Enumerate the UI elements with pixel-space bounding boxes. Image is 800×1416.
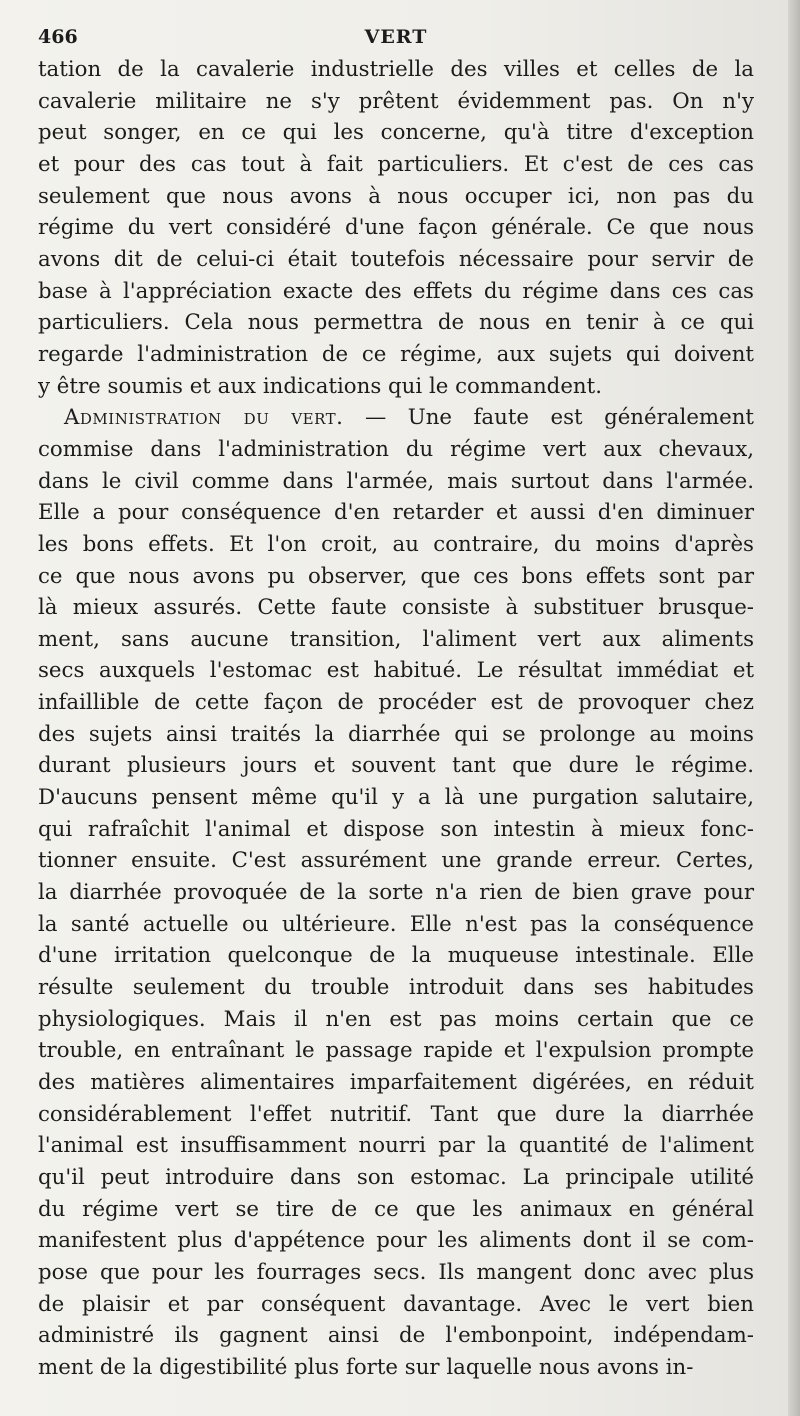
text-line: avons dit de celui-ci était toutefois nécessaire pour servir de bbox=[38, 246, 754, 272]
text-line: ment de la digestibilité plus forte sur laquelle nous avons in- bbox=[38, 1354, 694, 1380]
text-line: cavalerie militaire ne s'y prêtent évidemment pas. On n'y bbox=[38, 88, 754, 114]
text-line: du régime vert se tire de ce que les animaux en général bbox=[38, 1196, 754, 1222]
text-line: considérablement l'effet nutritif. Tant que dure la diarrhée bbox=[38, 1101, 754, 1127]
text-line: là mieux assurés. Cette faute consiste à substituer brusque- bbox=[38, 595, 754, 621]
text-line: et pour des cas tout à fait particuliers. Et c'est de ces cas bbox=[38, 151, 754, 177]
text-line: d'une irritation quelconque de la muqueuse intestinale. Elle bbox=[38, 943, 754, 969]
text-line: physiologiques. Mais il n'en est pas moins certain que ce bbox=[38, 1006, 754, 1032]
text-line: durant plusieurs jours et souvent tant que dure le régime. bbox=[38, 753, 754, 779]
heading-line-rest: — Une faute est généralement bbox=[343, 405, 754, 431]
text-body bbox=[38, 54, 754, 1384]
text-line: regarde l'administration de ce régime, aux sujets qui doivent bbox=[38, 341, 754, 367]
text-line: infaillible de cette façon de procéder est de provoquer chez bbox=[38, 690, 754, 716]
text-line: administré ils gagnent ainsi de l'embonpoint, indépendam- bbox=[38, 1323, 754, 1349]
text-line: commise dans l'administration du régime vert aux chevaux, bbox=[38, 436, 754, 462]
text-line: tation de la cavalerie industrielle des villes et celles de la bbox=[38, 57, 754, 82]
text-line: la diarrhée provoquée de la sorte n'a rien de bien grave pour bbox=[38, 880, 754, 906]
text-line bbox=[38, 402, 754, 434]
text-line: y être soumis et aux indications qui le commandent. bbox=[38, 373, 602, 399]
running-head bbox=[38, 20, 754, 54]
text-line: seulement que nous avons à nous occuper ici, non pas du bbox=[38, 183, 754, 209]
text-line: régime du vert considéré d'une façon générale. Ce que nous bbox=[38, 215, 754, 241]
text-line: trouble, en entraînant le passage rapide et l'expulsion prompte bbox=[38, 1038, 754, 1064]
text-line: des matières alimentaires imparfaitement digérées, en réduit bbox=[38, 1070, 754, 1095]
page-edge-shadow bbox=[788, 0, 800, 1416]
text-line: manifestent plus d'appétence pour les aliments dont il se com- bbox=[38, 1228, 754, 1254]
text-line: pose que pour les fourrages secs. Ils mangent donc avec plus bbox=[38, 1259, 754, 1285]
text-line: les bons effets. Et l'on croit, au contraire, du moins d'après bbox=[38, 531, 754, 557]
page-number: 466 bbox=[38, 26, 78, 48]
text-line: Elle a pour conséquence d'en retarder et aussi d'en diminuer bbox=[38, 500, 754, 526]
paragraph-2 bbox=[38, 402, 754, 1383]
text-line: la santé actuelle ou ultérieure. Elle n'est pas la conséquence bbox=[38, 911, 754, 937]
text-line: particuliers. Cela nous permettra de nous en tenir à ce qui bbox=[38, 310, 754, 336]
text-line: secs auxquels l'estomac est habitué. Le résultat immédiat et bbox=[38, 658, 754, 684]
text-line: dans le civil comme dans l'armée, mais surtout dans l'armée. bbox=[38, 468, 754, 494]
text-line: qu'il peut introduire dans son estomac. La principale utilité bbox=[38, 1164, 754, 1190]
section-heading: Administration du vert. bbox=[64, 405, 344, 431]
text-line: des sujets ainsi traités la diarrhée qui se prolonge au moins bbox=[38, 721, 754, 747]
text-line: l'animal est insuffisamment nourri par la quantité de l'aliment bbox=[38, 1133, 754, 1159]
text-line: résulte seulement du trouble introduit dans ses habitudes bbox=[38, 975, 754, 1001]
running-title: VERT bbox=[364, 26, 428, 48]
text-line: D'aucuns pensent même qu'il y a là une purgation salutaire, bbox=[38, 785, 754, 811]
text-line: qui rafraîchit l'animal et dispose son intestin à mieux fonc- bbox=[38, 816, 754, 842]
paragraph-1 bbox=[38, 54, 754, 402]
text-line: de plaisir et par conséquent davantage. Avec le vert bien bbox=[38, 1291, 754, 1317]
text-line: base à l'appréciation exacte des effets du régime dans ces cas bbox=[38, 278, 754, 304]
text-line: ment, sans aucune transition, l'aliment vert aux aliments bbox=[38, 626, 754, 652]
text-line: tionner ensuite. C'est assurément une grande erreur. Certes, bbox=[38, 848, 754, 874]
text-line: ce que nous avons pu observer, que ces bons effets sont par bbox=[38, 563, 754, 589]
text-line: peut songer, en ce qui les concerne, qu'à titre d'exception bbox=[38, 120, 754, 146]
